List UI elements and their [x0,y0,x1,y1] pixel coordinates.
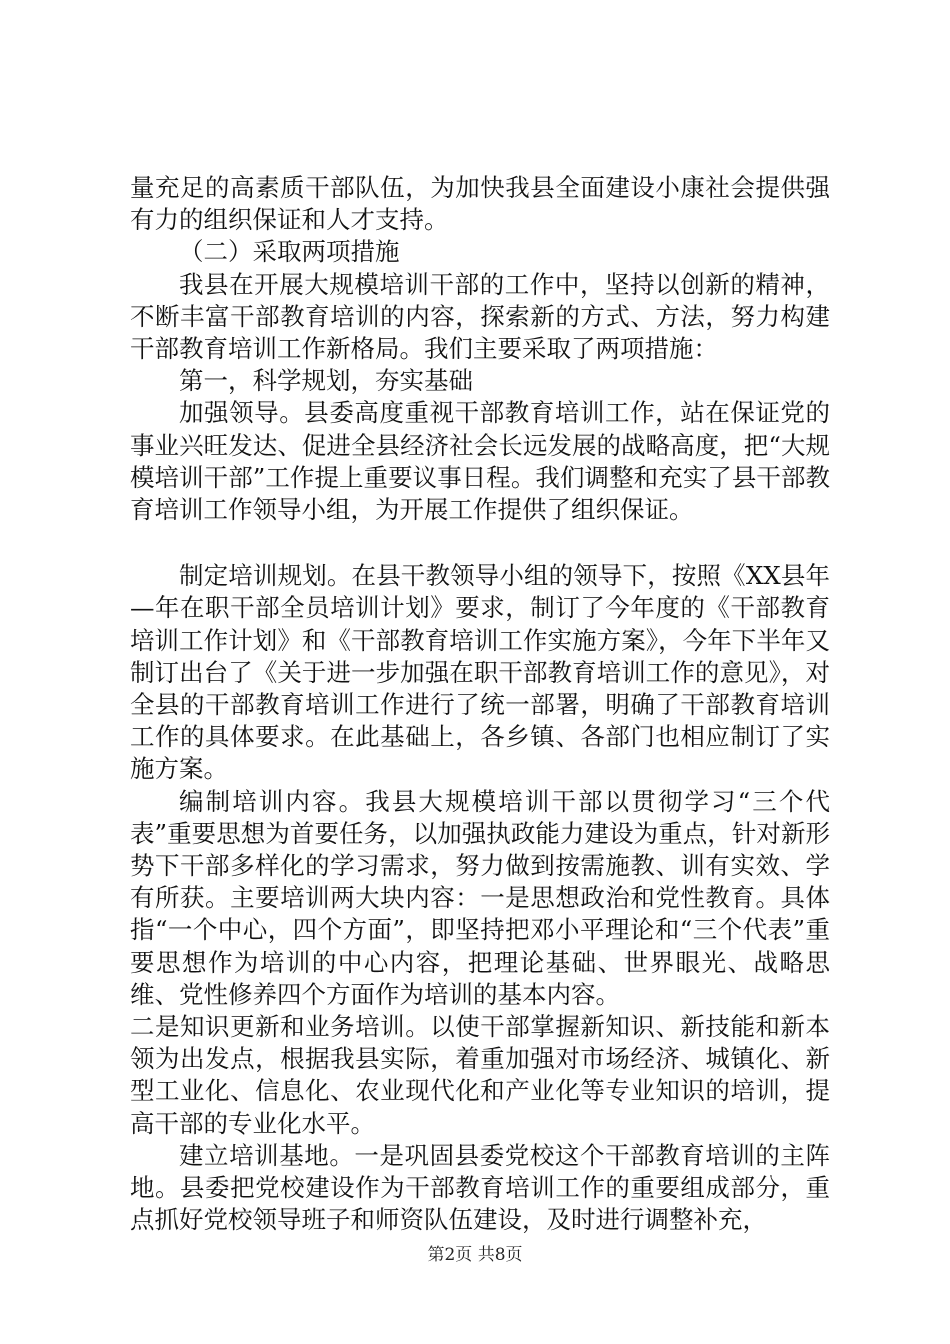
page-footer: 第2页 共8页 [427,1245,523,1265]
body-text [130,172,830,1237]
paragraph-base: 建立培训基地。一是巩固县委党校这个干部教育培训的主阵地。县委把党校建设作为干部教育培训工作的重要组成部分，重点抓好党校领导班子和师资队伍建设，及时进行调整补充， [130,1140,830,1235]
paragraph-planning: 制定培训规划。在县干教领导小组的领导下，按照《XX县年—年在职干部全员培训计划》要求，制订了今年度的《干部教育培训工作计划》和《干部教育培训工作实施方案》，今年下半年又制订出台了《关于进一步加强在职干部教育培训工作的意见》，对全县的干部教育培训工作进行了统一部署，明确了干部教育培训工作的具体要求。在此基础上，各乡镇、各部门也相应制订了实施方案。 [130,561,830,784]
paragraph-leadership: 加强领导。县委高度重视干部教育培训工作，站在保证党的事业兴旺发达、促进全县经济社会长远发展的战略高度，把“大规模培训干部”工作提上重要议事日程。我们调整和充实了县干部教育培训工作领导小组，为开展工作提供了组织保证。 [130,398,830,525]
paragraph-knowledge: 二是知识更新和业务培训。以使干部掌握新知识、新技能和新本领为出发点，根据我县实际，着重加强对市场经济、城镇化、新型工业化、信息化、农业现代化和产业化等专业知识的培训，提高干部的专业化水平。 [130,1012,830,1138]
paragraph-content: 编制培训内容。我县大规模培训干部以贯彻学习“三个代表”重要思想为首要任务，以加强执政能力建设为重点，针对新形势下干部多样化的学习需求，努力做到按需施教、训有实效、学有所获。主要培训两大块内容：一是思想政治和党性教育。具体指“一个中心，四个方面”，即坚持把邓小平理论和“三个代表”重要思想作为培训的中心内容，把理论基础、世界眼光、战略思维、党性修养四个方面作为培训的基本内容。 [130,786,830,1009]
paragraph-continued: 量充足的高素质干部队伍，为加快我县全面建设小康社会提供强有力的组织保证和人才支持。 [130,173,830,235]
section-heading: （二）采取两项措施 [179,237,400,267]
paragraph-intro: 我县在开展大规模培训干部的工作中，坚持以创新的精神，不断丰富干部教育培训的内容，探索新的方式、方法，努力构建干部教育培训工作新格局。我们主要采取了两项措施： [130,269,830,364]
subsection-heading: 第一，科学规划，夯实基础 [179,366,473,396]
